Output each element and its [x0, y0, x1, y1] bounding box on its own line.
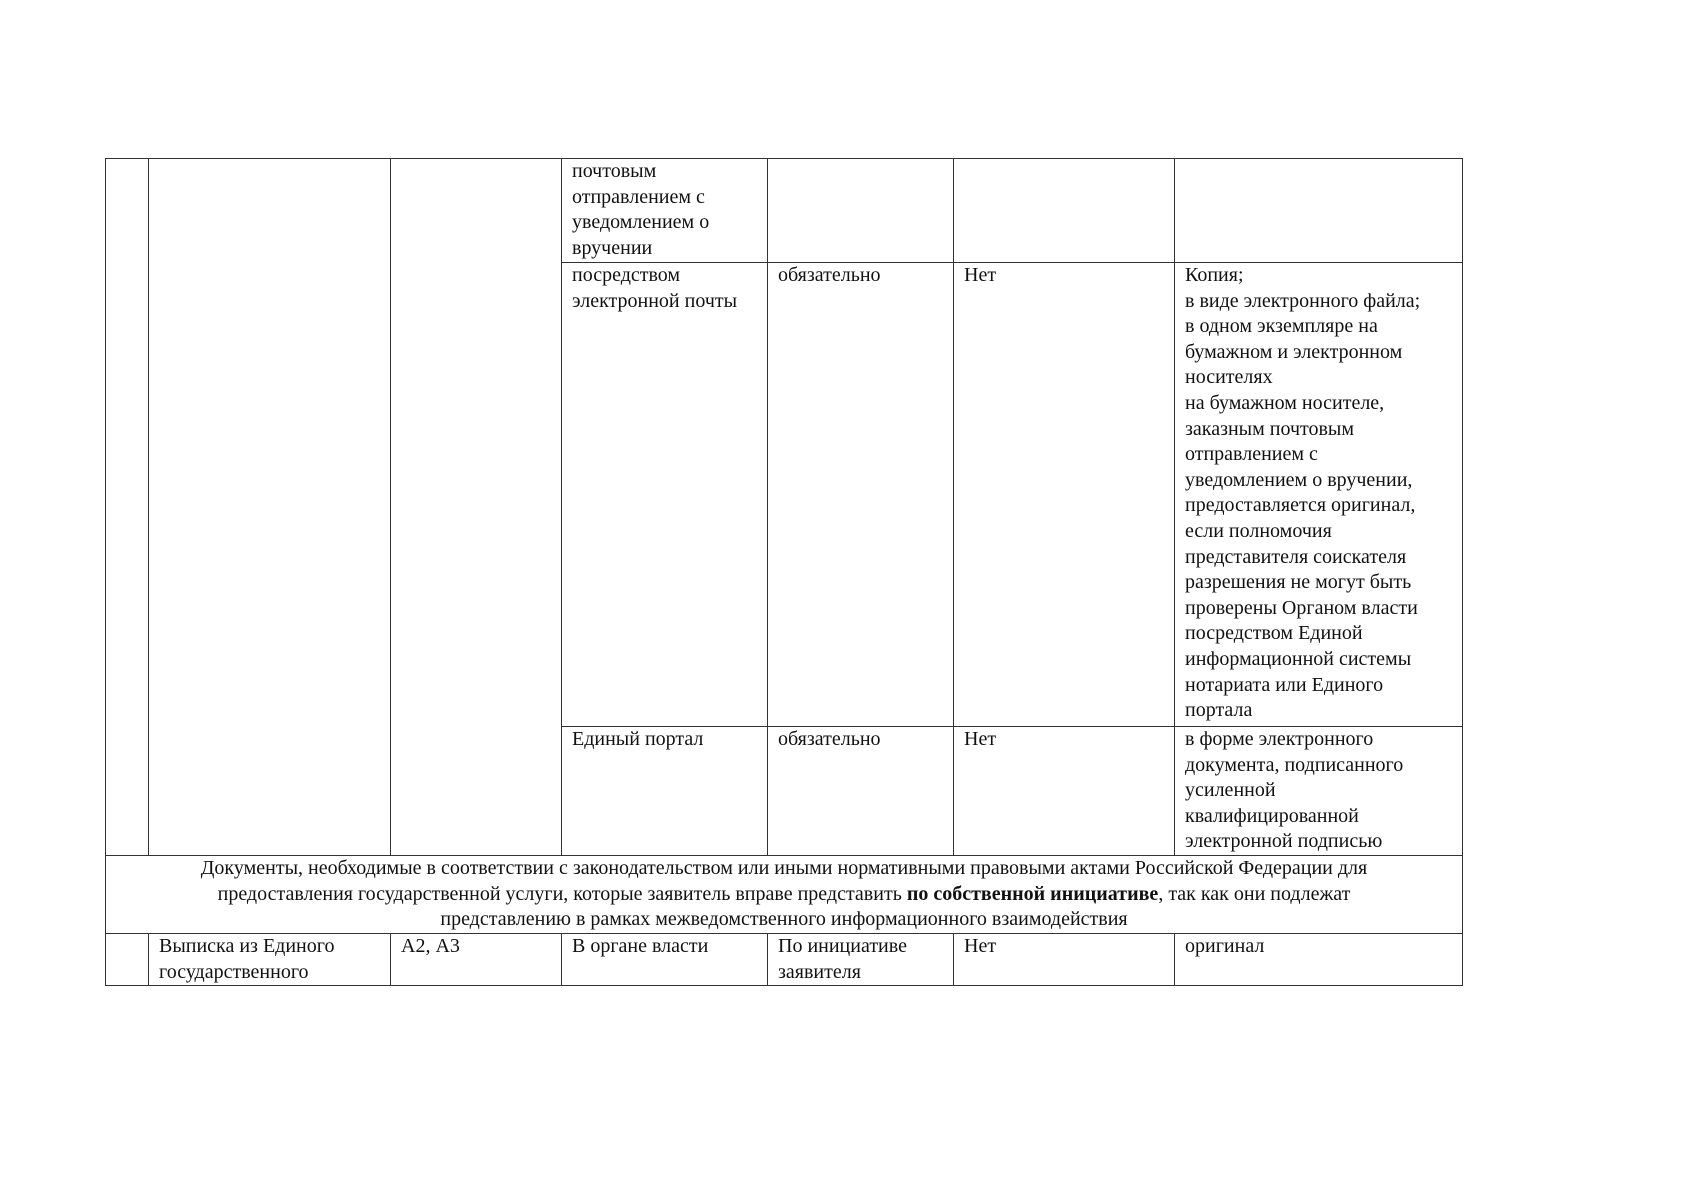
cell-text-line: электронной почты: [572, 289, 738, 312]
document-form-cell: [1175, 263, 1463, 727]
cell-text-line: отправлением с: [1185, 443, 1318, 466]
cell-text-line: в одном экземпляре на: [1185, 315, 1378, 338]
cell-text-line: В органе власти: [572, 935, 709, 957]
cell-text-line: квалифицированной: [1185, 804, 1359, 827]
submission-method-cell: [562, 263, 768, 727]
cell-text-line: Нет: [964, 264, 997, 286]
extra-conditions-cell: [954, 934, 1175, 986]
cell-text-line: бумажном и электронном: [1185, 340, 1403, 363]
section-header-cell: [106, 856, 1463, 934]
documents-table: [105, 158, 1463, 986]
cell-text-line: оригинал: [1185, 935, 1265, 957]
section-header-row: [106, 856, 1463, 934]
document-form-cell: [1175, 159, 1463, 263]
cell-text-line: электронной подписью: [1185, 830, 1383, 853]
submission-method-cell: [562, 159, 768, 263]
requirement-cell: [768, 159, 954, 263]
cell-text-line: носителях: [1185, 366, 1273, 389]
section-header-line: представлению в рамках межведомственного информационного взаимодействия: [440, 908, 1128, 931]
document-name-cell: [149, 159, 391, 856]
cell-text-line: усиленной: [1185, 779, 1276, 802]
cell-text-line: Нет: [964, 728, 997, 750]
cell-text-line: разрешения не могут быть: [1185, 571, 1412, 594]
extra-conditions-cell: [954, 159, 1175, 263]
cell-text-line: предоставляется оригинал,: [1185, 494, 1416, 517]
cell-text-line: нотариата или Единого: [1185, 673, 1384, 696]
cell-text-line: обязательно: [778, 728, 881, 750]
section-header-emphasis: по собственной инициативе: [906, 882, 1159, 905]
cell-text-line: в виде электронного файла;: [1185, 289, 1421, 312]
cell-text-line: заказным почтовым: [1185, 417, 1355, 440]
section-header-line: Документы, необходимые в соответствии с законодательством или иными нормативными правовыми актами Российской Федерации для: [200, 857, 1368, 879]
requirement-cell: [768, 934, 954, 986]
document-page: [105, 158, 1462, 986]
cell-text-line: почтовым: [572, 160, 657, 182]
table-row: [106, 159, 1463, 263]
cell-text-line: Выписка из Единого: [159, 935, 335, 957]
cell-text-line: посредством Единой: [1185, 622, 1363, 645]
section-header-line: [112, 882, 1456, 908]
document-name-cell: [149, 934, 391, 986]
applicant-category-cell: [391, 934, 562, 986]
cell-text-line: если полномочия: [1185, 519, 1332, 542]
section-header-text: , так как они подлежат: [1158, 882, 1351, 905]
requirement-cell: [768, 727, 954, 856]
cell-text-line: документа, подписанного: [1185, 753, 1404, 776]
cell-text-line: А2, А3: [401, 935, 460, 957]
cell-text-line: Нет: [964, 935, 997, 957]
submission-method-cell: [562, 727, 768, 856]
cell-text-line: информационной системы: [1185, 647, 1412, 670]
document-form-cell: [1175, 727, 1463, 856]
cell-text-line: уведомлением о: [572, 211, 710, 234]
cell-text-line: государственного: [159, 960, 309, 983]
section-header-text: предоставления государственной услуги, которые заявитель вправе представить: [217, 882, 907, 905]
cell-text-line: уведомлением о вручении,: [1185, 468, 1413, 491]
extra-conditions-cell: [954, 727, 1175, 856]
cell-text-line: отправлением с: [572, 185, 705, 208]
cell-text-line: заявителя: [778, 960, 861, 983]
cell-text-line: Копия;: [1185, 264, 1244, 286]
cell-text-line: По инициативе: [778, 935, 907, 957]
cell-text-line: на бумажном носителе,: [1185, 391, 1385, 414]
number-cell: [106, 934, 149, 986]
applicant-category-cell: [391, 159, 562, 856]
submission-method-cell: [562, 934, 768, 986]
cell-text-line: проверены Органом власти: [1185, 596, 1418, 619]
cell-text-line: посредством: [572, 264, 681, 286]
number-cell: [106, 159, 149, 856]
cell-text-line: портала: [1185, 699, 1253, 722]
extra-conditions-cell: [954, 263, 1175, 727]
cell-text-line: представителя соискателя: [1185, 545, 1407, 568]
cell-text-line: Единый портал: [572, 728, 704, 750]
cell-text-line: вручении: [572, 236, 653, 259]
cell-text-line: обязательно: [778, 264, 881, 286]
requirement-cell: [768, 263, 954, 727]
cell-text-line: в форме электронного: [1185, 728, 1374, 750]
document-form-cell: [1175, 934, 1463, 986]
table-row: [106, 934, 1463, 986]
